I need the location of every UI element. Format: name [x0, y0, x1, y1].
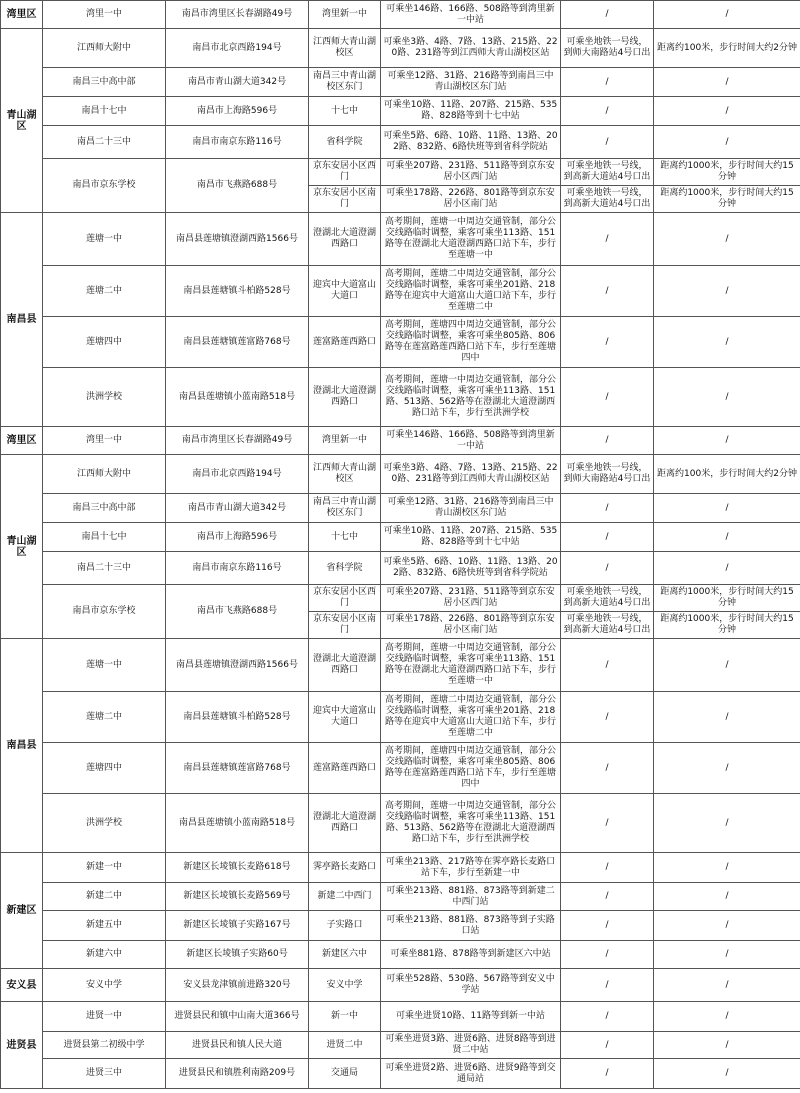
bus-route-cell: 高考期间，莲塘一中周边交通管制，部分公交线路临时调整，乘客可乘坐113路、151路等在澄湖北大道澄湖西路口站下车，步行至莲塘一中: [381, 639, 561, 692]
walk-cell: /: [654, 213, 800, 266]
metro-cell: /: [561, 126, 654, 159]
bus-route-cell: 可乘坐881路、878路等到新建区六中站: [381, 941, 561, 969]
school-address-cell: 南昌市北京西路194号: [166, 29, 309, 68]
walk-cell: /: [654, 853, 800, 883]
metro-cell: /: [561, 883, 654, 911]
metro-cell: /: [561, 68, 654, 97]
school-address-cell: 新建区长堎镇子实路60号: [166, 941, 309, 969]
school-name-cell: 南昌三中高中部: [43, 68, 166, 97]
table-row: [1, 585, 800, 612]
table-row: [1, 97, 800, 126]
school-name-cell: 南昌十七中: [43, 523, 166, 552]
walk-cell: 距离约100米，步行时间大约2分钟: [654, 455, 800, 494]
school-name-cell: 湾里一中: [43, 1, 166, 29]
bus-route-cell: 可乘坐进贤10路、11路等到新一中站: [381, 1002, 561, 1032]
bus-route-cell: 高考期间，莲塘一中周边交通管制，部分公交线路临时调整，乘客可乘坐113路、151路、513路、562路等在澄湖北大道澄湖西路口站下车，步行至洪洲学校: [381, 794, 561, 853]
metro-cell: 可乘坐地铁一号线，到高新大道站4号口出: [561, 612, 654, 639]
school-name-cell: 莲塘二中: [43, 692, 166, 743]
bus-stop-cell: 京东安居小区西门: [309, 585, 381, 612]
bus-stop-cell: 新建区六中: [309, 941, 381, 969]
metro-cell: /: [561, 317, 654, 368]
school-address-cell: 南昌市上海路596号: [166, 97, 309, 126]
table-row: [1, 317, 800, 368]
school-name-cell: 南昌十七中: [43, 97, 166, 126]
school-address-cell: 新建区长堎镇长麦路569号: [166, 883, 309, 911]
walk-cell: /: [654, 911, 800, 941]
bus-stop-cell: 莲富路莲西路口: [309, 743, 381, 794]
school-address-cell: 南昌市南京东路116号: [166, 126, 309, 159]
school-name-cell: 莲塘四中: [43, 743, 166, 794]
district-cell: 南昌县: [1, 213, 43, 427]
school-name-cell: 洪洲学校: [43, 368, 166, 427]
school-name-cell: 莲塘二中: [43, 266, 166, 317]
bus-route-cell: 可乘坐213路、217路等在霁亭路长麦路口站下车，步行至新建一中: [381, 853, 561, 883]
school-name-cell: 进贤县第二初级中学: [43, 1032, 166, 1059]
walk-cell: /: [654, 969, 800, 1002]
table-row: [1, 159, 800, 186]
school-address-cell: 南昌市青山湖大道342号: [166, 494, 309, 523]
metro-cell: /: [561, 1059, 654, 1089]
walk-cell: /: [654, 523, 800, 552]
walk-cell: /: [654, 552, 800, 585]
bus-stop-cell: 霁亭路长麦路口: [309, 853, 381, 883]
school-name-cell: 洪洲学校: [43, 794, 166, 853]
bus-stop-cell: 省科学院: [309, 552, 381, 585]
table-row: [1, 552, 800, 585]
school-address-cell: 安义县龙津镇前进路320号: [166, 969, 309, 1002]
bus-route-cell: 可乘坐213路、881路、873路等到子实路口站: [381, 911, 561, 941]
table-row: [1, 743, 800, 794]
bus-stop-cell: 省科学院: [309, 126, 381, 159]
table-row: [1, 883, 800, 911]
bus-stop-cell: 安义中学: [309, 969, 381, 1002]
metro-cell: /: [561, 853, 654, 883]
table-row: [1, 941, 800, 969]
walk-cell: 距离约100米，步行时间大约2分钟: [654, 29, 800, 68]
table-row: [1, 794, 800, 853]
metro-cell: /: [561, 692, 654, 743]
school-address-cell: 南昌县莲塘镇斗柏路528号: [166, 266, 309, 317]
bus-route-cell: 可乘坐12路、31路、216路等到南昌三中青山湖校区东门站: [381, 494, 561, 523]
district-cell: 湾里区: [1, 1, 43, 29]
bus-route-cell: 可乘坐进贤3路、进贤6路、进贤8路等到进贤二中站: [381, 1032, 561, 1059]
walk-cell: /: [654, 266, 800, 317]
bus-stop-cell: 迎宾中大道富山大道口: [309, 692, 381, 743]
school-name-cell: 进贤三中: [43, 1059, 166, 1089]
walk-cell: 距离约1000米，步行时间大约15分钟: [654, 186, 800, 213]
bus-stop-cell: 京东安居小区西门: [309, 159, 381, 186]
table-row: [1, 427, 800, 455]
walk-cell: /: [654, 1, 800, 29]
metro-cell: /: [561, 639, 654, 692]
school-name-cell: 莲塘一中: [43, 639, 166, 692]
school-name-cell: 新建五中: [43, 911, 166, 941]
school-name-cell: 新建一中: [43, 853, 166, 883]
bus-route-cell: 可乘坐10路、11路、207路、215路、535路、828路等到十七中站: [381, 523, 561, 552]
school-address-cell: 南昌县莲塘镇小蓝南路518号: [166, 368, 309, 427]
district-cell: 湾里区: [1, 427, 43, 455]
table-row: [1, 639, 800, 692]
bus-route-cell: 可乘坐146路、166路、508路等到湾里新一中站: [381, 1, 561, 29]
metro-cell: 可乘坐地铁一号线，到高新大道站4号口出: [561, 585, 654, 612]
table-row: [1, 1032, 800, 1059]
bus-route-cell: 高考期间，莲塘一中周边交通管制，部分公交线路临时调整，乘客可乘坐113路、151路、513路、562路等在澄湖北大道澄湖西路口站下车，步行至洪洲学校: [381, 368, 561, 427]
bus-stop-cell: 新一中: [309, 1002, 381, 1032]
walk-cell: /: [654, 692, 800, 743]
school-address-cell: 南昌县莲塘镇小蓝南路518号: [166, 794, 309, 853]
walk-cell: /: [654, 97, 800, 126]
bus-stop-cell: 新建二中西门: [309, 883, 381, 911]
table-row: [1, 1, 800, 29]
bus-route-cell: 可乘坐528路、530路、567路等到安义中学站: [381, 969, 561, 1002]
walk-cell: /: [654, 427, 800, 455]
metro-cell: /: [561, 523, 654, 552]
walk-cell: /: [654, 317, 800, 368]
bus-route-cell: 可乘坐178路、226路、801路等到京东安居小区南门站: [381, 612, 561, 639]
bus-route-cell: 可乘坐5路、6路、10路、11路、13路、202路、832路、6路快班等到省科学院站: [381, 126, 561, 159]
bus-route-cell: 高考期间，莲塘四中周边交通管制，部分公交线路临时调整，乘客可乘坐805路、806路等在莲富路莲西路口站下车，步行至莲塘四中: [381, 743, 561, 794]
bus-route-cell: 可乘坐178路、226路、801路等到京东安居小区南门站: [381, 186, 561, 213]
school-address-cell: 南昌市南京东路116号: [166, 552, 309, 585]
walk-cell: /: [654, 639, 800, 692]
walk-cell: /: [654, 1002, 800, 1032]
metro-cell: /: [561, 794, 654, 853]
metro-cell: /: [561, 494, 654, 523]
walk-cell: /: [654, 1032, 800, 1059]
table-row: [1, 29, 800, 68]
metro-cell: /: [561, 427, 654, 455]
walk-cell: /: [654, 68, 800, 97]
bus-stop-cell: 京东安居小区南门: [309, 186, 381, 213]
walk-cell: /: [654, 368, 800, 427]
district-cell: 安义县: [1, 969, 43, 1002]
school-address-cell: 南昌县莲塘镇澄湖西路1566号: [166, 213, 309, 266]
metro-cell: 可乘坐地铁一号线，到高新大道站4号口出: [561, 159, 654, 186]
bus-stop-cell: 子实路口: [309, 911, 381, 941]
walk-cell: 距离约1000米，步行时间大约15分钟: [654, 612, 800, 639]
bus-stop-cell: 南昌三中青山湖校区东门: [309, 68, 381, 97]
school-address-cell: 南昌市飞燕路688号: [166, 159, 309, 213]
walk-cell: /: [654, 126, 800, 159]
school-address-cell: 南昌市湾里区长春湖路49号: [166, 427, 309, 455]
table-row: [1, 911, 800, 941]
table-row: [1, 1002, 800, 1032]
walk-cell: /: [654, 941, 800, 969]
bus-route-cell: 可乘坐207路、231路、511路等到京东安居小区西门站: [381, 159, 561, 186]
bus-stop-cell: 湾里新一中: [309, 427, 381, 455]
metro-cell: 可乘坐地铁一号线，到高新大道站4号口出: [561, 186, 654, 213]
school-name-cell: 南昌市京东学校: [43, 159, 166, 213]
school-name-cell: 安义中学: [43, 969, 166, 1002]
metro-cell: /: [561, 368, 654, 427]
bus-stop-cell: 澄湖北大道澄湖西路口: [309, 639, 381, 692]
walk-cell: /: [654, 1059, 800, 1089]
metro-cell: /: [561, 743, 654, 794]
school-name-cell: 莲塘一中: [43, 213, 166, 266]
school-name-cell: 江西师大附中: [43, 29, 166, 68]
metro-cell: /: [561, 552, 654, 585]
bus-stop-cell: 十七中: [309, 97, 381, 126]
table-row: [1, 455, 800, 494]
school-address-cell: 南昌市青山湖大道342号: [166, 68, 309, 97]
school-address-cell: 南昌县莲塘镇斗柏路528号: [166, 692, 309, 743]
bus-stop-cell: 京东安居小区南门: [309, 612, 381, 639]
school-address-cell: 南昌市飞燕路688号: [166, 585, 309, 639]
table-row: [1, 853, 800, 883]
bus-route-cell: 可乘坐3路、4路、7路、13路、215路、220路、231路等到江西师大青山湖校区站: [381, 29, 561, 68]
bus-route-cell: 可乘坐146路、166路、508路等到湾里新一中站: [381, 427, 561, 455]
walk-cell: 距离约1000米，步行时间大约15分钟: [654, 585, 800, 612]
bus-stop-cell: 澄湖北大道澄湖西路口: [309, 368, 381, 427]
bus-route-cell: 高考期间，莲塘四中周边交通管制，部分公交线路临时调整，乘客可乘坐805路、806路等在莲富路莲西路口站下车，步行至莲塘四中: [381, 317, 561, 368]
school-address-cell: 南昌县莲塘镇莲富路768号: [166, 743, 309, 794]
district-cell: 青山湖区: [1, 455, 43, 639]
school-name-cell: 新建六中: [43, 941, 166, 969]
table-row: [1, 969, 800, 1002]
bus-stop-cell: 湾里新一中: [309, 1, 381, 29]
metro-cell: 可乘坐地铁一号线，到师大南路站4号口出: [561, 455, 654, 494]
school-name-cell: 进贤一中: [43, 1002, 166, 1032]
table-row: [1, 68, 800, 97]
bus-stop-cell: 交通局: [309, 1059, 381, 1089]
bus-route-cell: 高考期间，莲塘二中周边交通管制，部分公交线路临时调整，乘客可乘坐201路、218路等在迎宾中大道富山大道口站下车，步行至莲塘二中: [381, 692, 561, 743]
table-row: [1, 266, 800, 317]
school-name-cell: 南昌市京东学校: [43, 585, 166, 639]
school-address-cell: 进贤县民和镇中山南大道366号: [166, 1002, 309, 1032]
bus-stop-cell: 莲富路莲西路口: [309, 317, 381, 368]
metro-cell: /: [561, 969, 654, 1002]
metro-cell: /: [561, 1002, 654, 1032]
metro-cell: /: [561, 911, 654, 941]
bus-route-cell: 可乘坐207路、231路、511路等到京东安居小区西门站: [381, 585, 561, 612]
table-row: [1, 523, 800, 552]
school-address-cell: 南昌市上海路596号: [166, 523, 309, 552]
bus-route-cell: 高考期间，莲塘二中周边交通管制，部分公交线路临时调整，乘客可乘坐201路、218路等在迎宾中大道富山大道口站下车，步行至莲塘二中: [381, 266, 561, 317]
school-address-cell: 新建区长堎镇长麦路618号: [166, 853, 309, 883]
school-address-cell: 南昌市北京西路194号: [166, 455, 309, 494]
school-address-cell: 进贤县民和镇胜利南路209号: [166, 1059, 309, 1089]
table-row: [1, 1059, 800, 1089]
bus-stop-cell: 澄湖北大道澄湖西路口: [309, 213, 381, 266]
school-name-cell: 南昌二十三中: [43, 552, 166, 585]
metro-cell: /: [561, 97, 654, 126]
school-address-cell: 南昌县莲塘镇莲富路768号: [166, 317, 309, 368]
walk-cell: 距离约1000米，步行时间大约15分钟: [654, 159, 800, 186]
bus-route-cell: 高考期间，莲塘一中周边交通管制，部分公交线路临时调整，乘客可乘坐113路、151路等在澄湖北大道澄湖西路口站下车，步行至莲塘一中: [381, 213, 561, 266]
school-address-cell: 南昌县莲塘镇澄湖西路1566号: [166, 639, 309, 692]
table-row: [1, 692, 800, 743]
metro-cell: /: [561, 1032, 654, 1059]
bus-route-cell: 可乘坐10路、11路、207路、215路、535路、828路等到十七中站: [381, 97, 561, 126]
school-name-cell: 南昌二十三中: [43, 126, 166, 159]
school-address-cell: 南昌市湾里区长春湖路49号: [166, 1, 309, 29]
school-name-cell: 南昌三中高中部: [43, 494, 166, 523]
school-name-cell: 莲塘四中: [43, 317, 166, 368]
school-name-cell: 新建二中: [43, 883, 166, 911]
district-cell: 南昌县: [1, 639, 43, 853]
bus-stop-cell: 江西师大青山湖校区: [309, 455, 381, 494]
bus-route-cell: 可乘坐213路、881路、873路等到新建二中西门站: [381, 883, 561, 911]
bus-stop-cell: 迎宾中大道富山大道口: [309, 266, 381, 317]
bus-route-cell: 可乘坐5路、6路、10路、11路、13路、202路、832路、6路快班等到省科学院站: [381, 552, 561, 585]
district-cell: 新建区: [1, 853, 43, 969]
school-name-cell: 江西师大附中: [43, 455, 166, 494]
table-row: [1, 494, 800, 523]
walk-cell: /: [654, 794, 800, 853]
school-address-cell: 新建区长堎镇子实路167号: [166, 911, 309, 941]
metro-cell: 可乘坐地铁一号线，到师大南路站4号口出: [561, 29, 654, 68]
walk-cell: /: [654, 743, 800, 794]
bus-stop-cell: 南昌三中青山湖校区东门: [309, 494, 381, 523]
bus-stop-cell: 江西师大青山湖校区: [309, 29, 381, 68]
metro-cell: /: [561, 941, 654, 969]
metro-cell: /: [561, 213, 654, 266]
bus-stop-cell: 澄湖北大道澄湖西路口: [309, 794, 381, 853]
bus-stop-cell: 十七中: [309, 523, 381, 552]
metro-cell: /: [561, 1, 654, 29]
table-row: [1, 126, 800, 159]
walk-cell: /: [654, 883, 800, 911]
table-row: [1, 368, 800, 427]
table-row: [1, 213, 800, 266]
walk-cell: /: [654, 494, 800, 523]
bus-route-cell: 可乘坐12路、31路、216路等到南昌三中青山湖校区东门站: [381, 68, 561, 97]
district-cell: 青山湖区: [1, 29, 43, 213]
bus-route-cell: 可乘坐进贤2路、进贤6路、进贤9路等到交通局站: [381, 1059, 561, 1089]
bus-route-cell: 可乘坐3路、4路、7路、13路、215路、220路、231路等到江西师大青山湖校区站: [381, 455, 561, 494]
school-name-cell: 湾里一中: [43, 427, 166, 455]
school-address-cell: 进贤县民和镇人民大道: [166, 1032, 309, 1059]
bus-stop-cell: 进贤二中: [309, 1032, 381, 1059]
district-cell: 进贤县: [1, 1002, 43, 1089]
metro-cell: /: [561, 266, 654, 317]
